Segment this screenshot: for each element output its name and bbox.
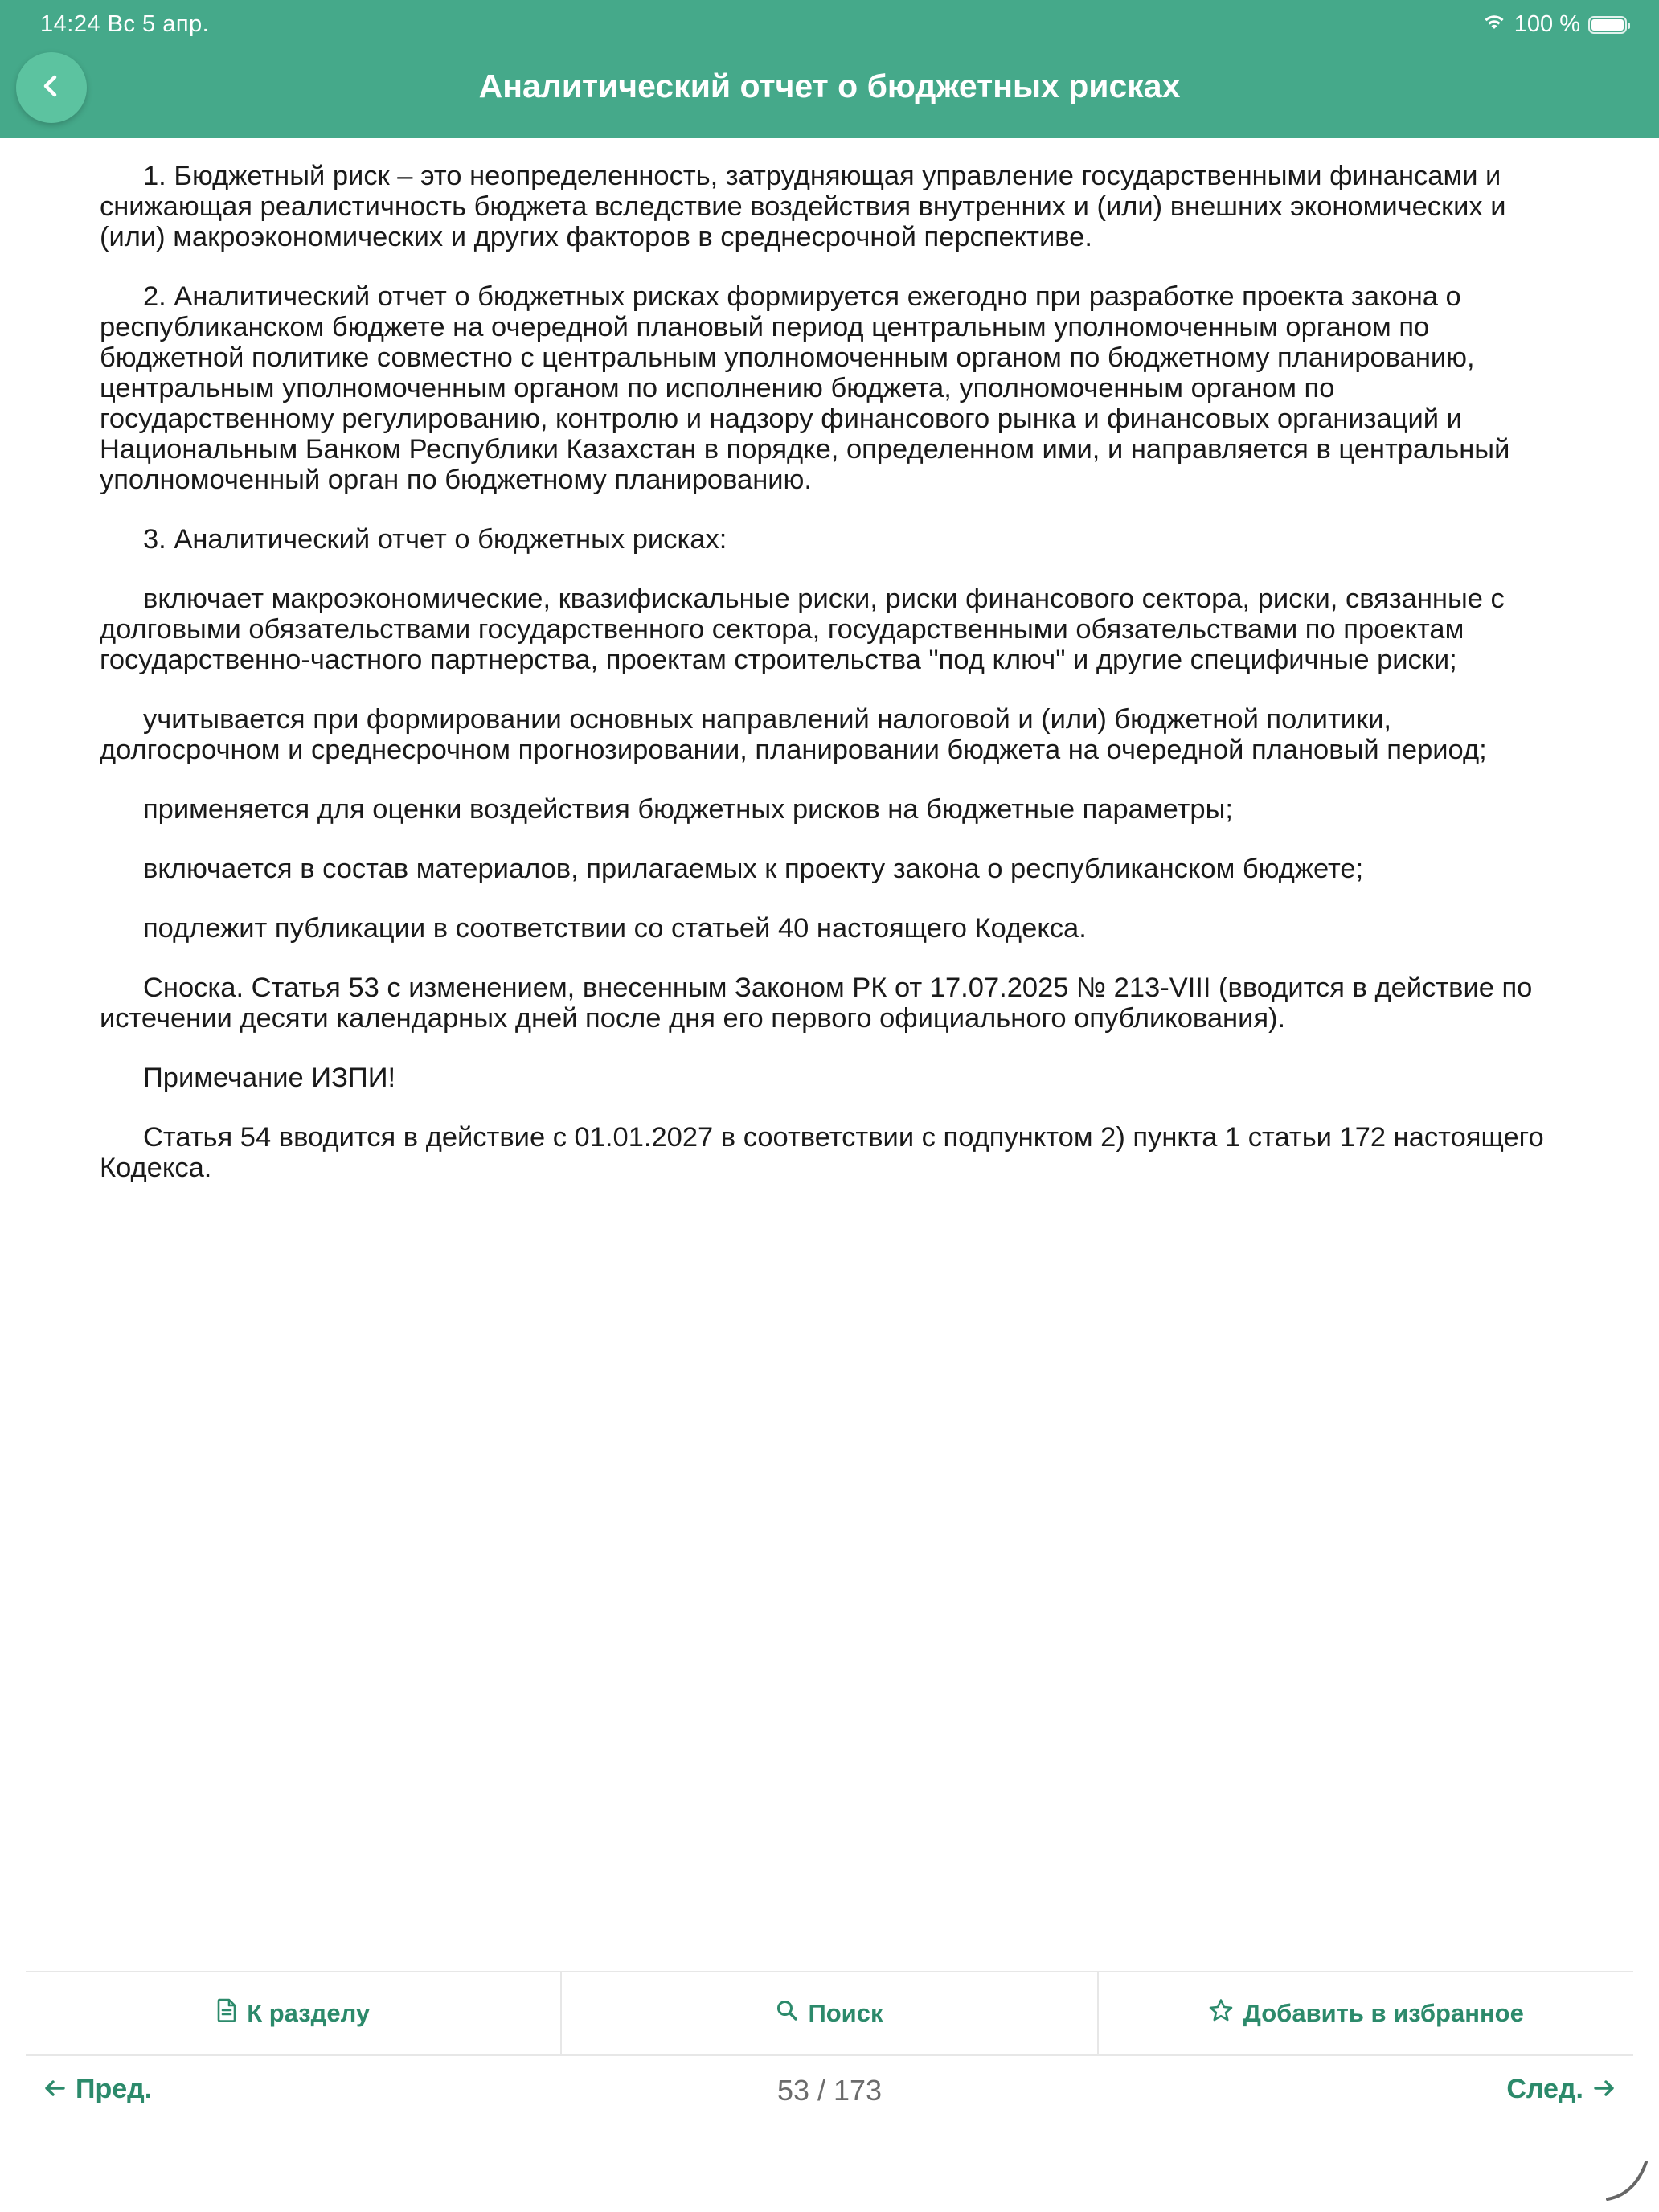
footnote-paragraph: Сноска. Статья 53 с изменением, внесенным Законом РК от 17.07.2025 № 213-VIII (вводится в действие по истечении десяти календарных дней после дня его первого официального опубликования). [100,973,1533,1034]
search-button[interactable] [562,1972,1096,2054]
document-icon [216,1998,237,2029]
bottom-toolbar [26,1972,1633,2054]
resize-handle-icon [1603,2156,1651,2204]
article-paragraph: включает макроэкономические, квазифискальные риски, риски финансового сектора, риски, связанные с долговыми обязательствами государственного сектора, государственными обязательствами по проектам государственно-частного партнерства, проектам строительства "под ключ" и другие специфичные риски; [100,584,1505,675]
to-section-label: К разделу [247,1999,371,2027]
article-paragraph: подлежит публикации в соответствии со статьей 40 настоящего Кодекса. [143,913,1087,944]
arrow-right-icon [1593,2074,1616,2105]
status-indicators [1482,11,1627,38]
page-title: Аналитический отчет о бюджетных рисках [478,68,1181,104]
note-heading: Примечание ИЗПИ! [143,1063,396,1093]
article-paragraph: 2. Аналитический отчет о бюджетных рисках формируется ежегодно при разработке проекта закона о республиканском бюджете на очередной плановый период центральным уполномоченным органом по бюджетной политике совместно с центральным уполномоченным органом по бюджетному планированию, центральным уполномоченным органом по исполнению бюджета, уполномоченным органом по государственному регулированию, контролю и надзору финансового рынка и финансовых организаций и Национальным Банком Республики Казахстан в порядке, определенном ими, и направляется в центральный уполномоченный орган по бюджетному планированию. [100,281,1510,495]
battery-percent: 100 % [1514,11,1580,37]
status-time-date: 14:24 Вс 5 апр. [40,11,210,37]
article-paragraph: учитывается при формировании основных направлений налоговой и (или) бюджетной политики, долгосрочном и среднесрочном прогнозировании, планировании бюджета на очередной плановый период; [100,704,1487,765]
prev-label: Пред. [76,2074,153,2104]
next-label: След. [1506,2074,1583,2104]
favorites-label: Добавить в избранное [1243,1999,1524,2027]
pagination-row [0,2066,1659,2119]
article-paragraph: 3. Аналитический отчет о бюджетных рисках: [143,524,727,555]
star-icon [1208,1998,1234,2029]
battery-icon [1588,16,1627,34]
to-section-button[interactable] [26,1972,560,2054]
next-article-button[interactable] [1506,2074,1616,2105]
nav-divider [26,2054,1633,2056]
search-label: Поиск [808,1999,883,2027]
article-paragraph: включается в состав материалов, прилагаемых к проекту закона о республиканском бюджете; [143,854,1364,884]
page-indicator: 53 / 173 [776,2074,883,2107]
note-paragraph: Статья 54 вводится в действие с 01.01.2027 в соответствии с подпунктом 2) пункта 1 статьи 172 настоящего Кодекса. [100,1122,1544,1183]
add-to-favorites-button[interactable] [1099,1972,1633,2054]
wifi-icon [1482,11,1506,38]
article-paragraph: применяется для оценки воздействия бюджетных рисков на бюджетные параметры; [143,794,1233,825]
article-paragraph: 1. Бюджетный риск – это неопределенность, затрудняющая управление государственными финансами и снижающая реалистичность бюджета вследствие воздействия внутренних и (или) внешних экономических и (или) макроэкономических и других факторов в среднесрочной перспективе. [100,161,1506,252]
header-bar [0,0,1659,138]
search-icon [776,1999,798,2028]
article-body [100,161,1571,1212]
